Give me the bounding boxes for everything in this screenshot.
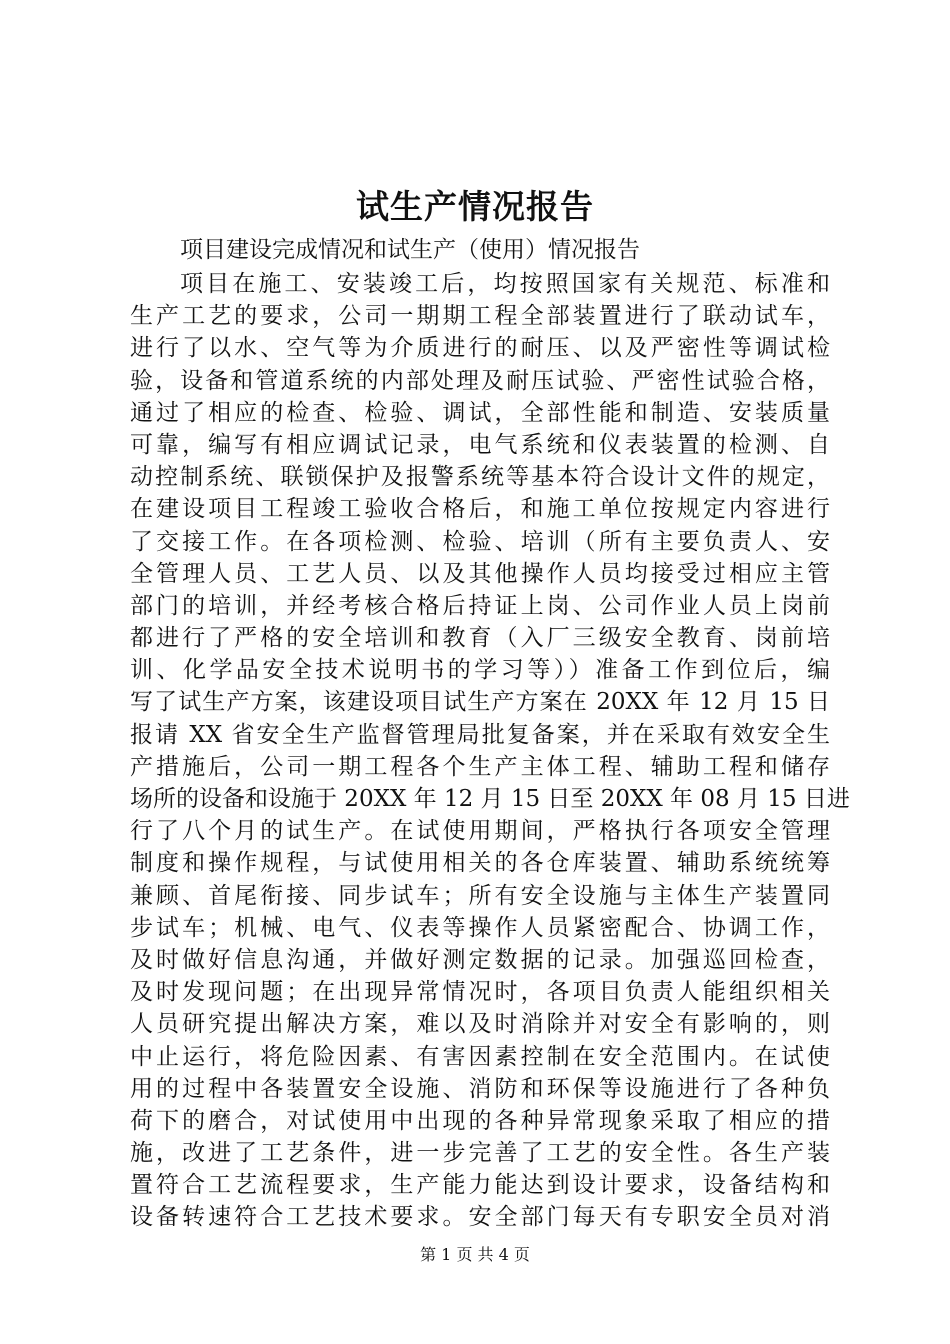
document-title: 试生产情况报告 <box>356 187 594 226</box>
body-text-line: 项目在施工、安装竣工后，均按照国家有关规范、标准和 <box>180 271 830 297</box>
body-text-line: 产措施后，公司一期工程各个生产主体工程、辅助工程和储存 <box>130 753 830 780</box>
body-text-line: 在建设项目工程竣工验收合格后，和施工单位按规定内容进行 <box>130 496 830 523</box>
body-text-line: 可靠，编写有相应调试记录，电气系统和仪表装置的检测、自 <box>130 431 830 458</box>
body-text-line: 了交接工作。在各项检测、检验、培训（所有主要负责人、安 <box>130 528 830 555</box>
document-body <box>130 268 850 1234</box>
body-text-line: 置符合工艺流程要求，生产能力能达到设计要求，设备结构和 <box>130 1172 830 1199</box>
body-text-line: 写了试生产方案，该建设项目试生产方案在 20XX 年 12 月 15 日 <box>130 689 830 716</box>
body-text-line: 及时发现问题；在出现异常情况时，各项目负责人能组织相关 <box>130 979 830 1006</box>
body-text-line: 兼顾、首尾衔接、同步试车；所有安全设施与主体生产装置同 <box>130 882 830 909</box>
body-text-line: 用的过程中各装置安全设施、消防和环保等设施进行了各种负 <box>130 1075 830 1102</box>
body-text-line: 步试车；机械、电气、仪表等操作人员紧密配合、协调工作， <box>130 914 830 941</box>
body-text-line: 部门的培训，并经考核合格后持证上岗、公司作业人员上岗前 <box>130 592 830 619</box>
body-text-line: 中止运行，将危险因素、有害因素控制在安全范围内。在试使 <box>130 1043 830 1070</box>
body-text-line: 验，设备和管道系统的内部处理及耐压试验、严密性试验合格， <box>130 367 830 394</box>
document-subtitle: 项目建设完成情况和试生产（使用）情况报告 <box>180 237 640 263</box>
page-footer: 第 1 页 共 4 页 <box>420 1245 530 1264</box>
body-text-line: 设备转速符合工艺技术要求。安全部门每天有专职安全员对消 <box>130 1204 830 1231</box>
body-text-line: 训、化学品安全技术说明书的学习等））准备工作到位后，编 <box>130 657 830 684</box>
body-text-line: 人员研究提出解决方案，难以及时消除并对安全有影响的，则 <box>130 1011 830 1038</box>
body-text-line: 行了八个月的试生产。在试使用期间，严格执行各项安全管理 <box>130 818 830 845</box>
body-text-line: 及时做好信息沟通，并做好测定数据的记录。加强巡回检查， <box>130 946 830 973</box>
body-text-line: 生产工艺的要求，公司一期期工程全部装置进行了联动试车， <box>130 303 830 330</box>
body-text-line: 都进行了严格的安全培训和教育（入厂三级安全教育、岗前培 <box>130 625 830 652</box>
body-text-line: 动控制系统、联锁保护及报警系统等基本符合设计文件的规定， <box>130 464 830 491</box>
body-text-line: 全管理人员、工艺人员、以及其他操作人员均接受过相应主管 <box>130 560 830 587</box>
body-text-line: 通过了相应的检查、检验、调试，全部性能和制造、安装质量 <box>130 399 830 426</box>
body-text-line: 施，改进了工艺条件，进一步完善了工艺的安全性。各生产装 <box>130 1140 830 1167</box>
body-text-line: 制度和操作规程，与试使用相关的各仓库装置、辅助系统统筹 <box>130 850 830 877</box>
body-text-line: 荷下的磨合，对试使用中出现的各种异常现象采取了相应的措 <box>130 1107 830 1134</box>
body-text-line: 进行了以水、空气等为介质进行的耐压、以及严密性等调试检 <box>130 335 830 362</box>
body-text-line: 报请 XX 省安全生产监督管理局批复备案，并在采取有效安全生 <box>130 721 830 748</box>
body-text-line: 场所的设备和设施于 20XX 年 12 月 15 日至 20XX 年 08 月 15 日进 <box>130 786 850 812</box>
